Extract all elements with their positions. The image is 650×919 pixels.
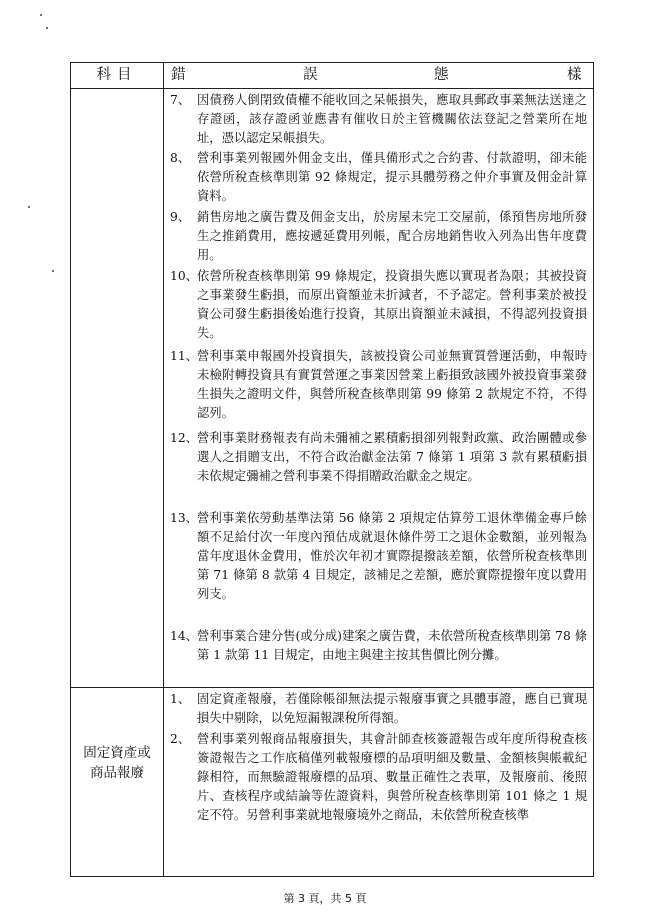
subject-fixed-asset-scrap: 固定資產或商品報廢 [83, 745, 151, 781]
scan-speck [46, 27, 48, 29]
header-mistake-char-1: 錯 [171, 67, 186, 83]
scan-speck [52, 270, 54, 272]
column-divider [163, 63, 164, 876]
page-number: 第 3 頁，共 5 頁 [283, 892, 367, 905]
header-mistake-char-2: 誤 [303, 67, 318, 83]
header-mistake-char-3: 態 [434, 67, 449, 83]
header-subject: 科目 [96, 67, 138, 83]
scan-speck [28, 206, 30, 208]
mistake-table: 科目 錯 誤 態 樣 7、 因債務人倒閉致債權不能收回之呆帳損失，應取具郵政事業無法送達之存證函，該存證函並應書有催收日於主管機關依法登記之營業所在地址，憑以認定呆帳損失。 8、 營利事業列報國外佣金支出，僅具備形式之合約書、付款證明，卻未能依營所稅查核準則第 92 條規定，提示具體勞務之仲介事實及佣金計算資料。 9、 銷售房地之廣告費及佣金支出，於房屋未完工交屋前，係預售房地所發生之推銷費用，應按遞延費用列帳，配合房地銷售收入列為出售年度費用。 10、 依營所稅查核準則第 99 條規定，投資損失應以實現者為限；其被投資之事業發生虧損，而原出資額並未折減者，不予認定。營利事業於被投資公司發生虧損後始進行投資，其原出資額並未減損，不得認列投資損失。 11、 營利事業申報國外投資損失，該被投資公司並無實質營運活動，申報時未檢附轉投資具有實質營運之事業因營業上虧損致該國外被投資事業發生損失之證明文件，與營所稅查核準則第 99 條第 2 款規定不符，不得認列。 12、 營利事業財務報表有尚未彌補之累積虧損卻列報對政黨、政治團體或參選人之捐贈支出，不符合政治獻金法第 7 條第 1 項第 3 款有累積虧損未依規定彌補之營利事業不得捐贈政治獻金之規定。 13、 營利事業依勞動基準法第 56 條第 2 項規定估算勞工退休準備金專戶餘額不足給付次一年度內預估成就退休條件勞工之退休金數額，並列報為當年度退休金費用，惟於次年初才實際提撥該差額，依營所稅查核準則第 71 條第 8 款第 4 目規定，該補足之差額，應於實際提撥年度以費用列支。 14、 營利事業合建分售(或分成)建案之廣告費，未依營所稅查核準則第 78 條第 1 款第 11 目規定，由地主與建主按其售價比例分攤。 固定資產或商品報廢 1、 固定資產報廢，若僅除帳卻無法提示報廢事實之具體事證，應自已實現損失中剔除，以免短漏報課稅所得額。 2、 營利事業列報商品報廢損失，其會計師查核簽證報告或年度所得稅查核簽證報告之工作底稿僅列載報廢標的品項明細及數量、金額核與帳載紀錄相符，而無驗證報廢標的品項、數量正確性之表單，及報廢前、後照片、查核程序或結論等佐證資料，與營所稅查核準則第 101 條之 1 規定不符。另營利事業就地報廢境外之商品，未依營所稅查核準 [70, 62, 594, 877]
section-divider [71, 687, 593, 688]
header-divider [71, 88, 593, 89]
scan-speck [40, 14, 42, 16]
header-mistake-char-4: 樣 [567, 67, 582, 83]
